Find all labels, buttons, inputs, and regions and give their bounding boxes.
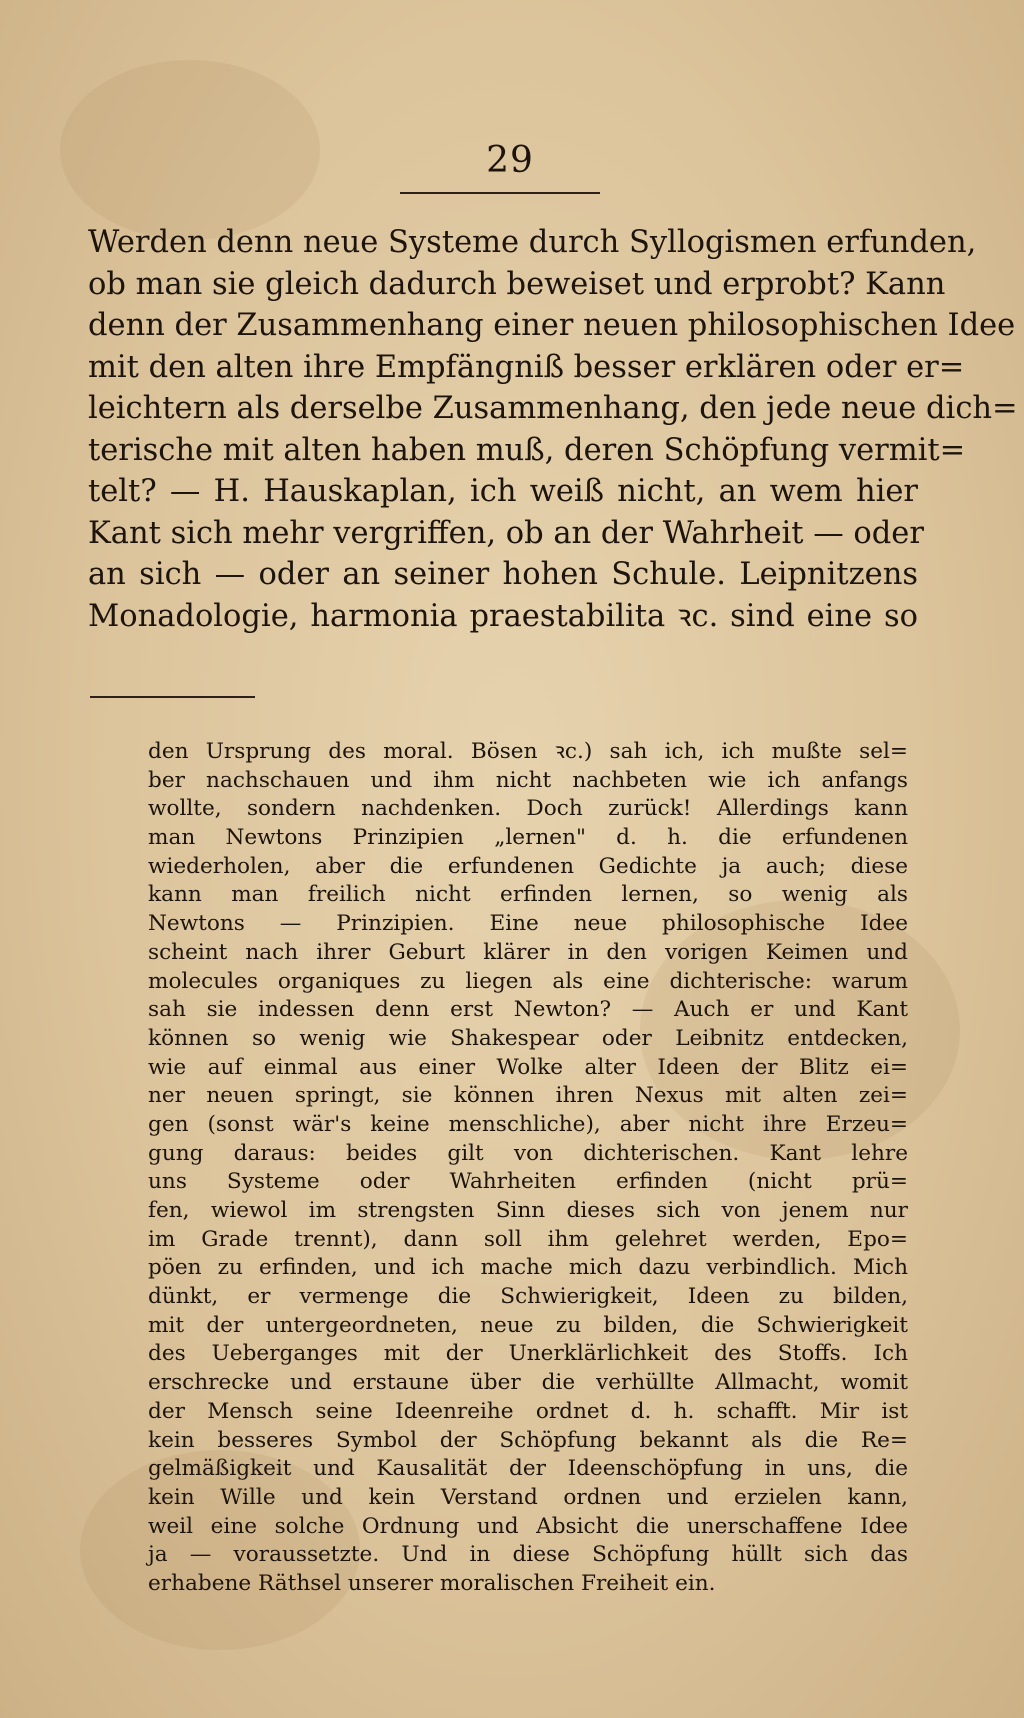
footnote-line: weil eine solche Ordnung und Absicht die unerschaffene Idee — [148, 1513, 908, 1539]
footnote-line: der Mensch seine Ideenreihe ordnet d. h. schafft. Mir ist — [148, 1398, 908, 1424]
footnote-line: wollte, sondern nachdenken. Doch zurück! Allerdings kann — [148, 796, 908, 822]
footnote-rule — [90, 696, 255, 698]
footnote-line: scheint nach ihrer Geburt klärer in den vorigen Keimen und — [148, 939, 908, 965]
footnote-line: im Grade trennt), dann soll ihm gelehret werden, Epo= — [148, 1226, 908, 1252]
text-line: leichtern als derselbe Zusammenhang, den jede neue dich= — [88, 391, 1018, 426]
footnote-line: kann man freilich nicht erfinden lernen, so wenig als — [148, 882, 908, 908]
text-line: Monadologie, harmonia praestabilita ꝛc. sind eine so — [88, 598, 918, 634]
footnote-line: den Ursprung des moral. Bösen ꝛc.) sah ich, ich mußte sel= — [148, 739, 908, 764]
text-line: telt? — H. Hauskaplan, ich weiß nicht, an wem hier — [88, 474, 918, 509]
text-line: ob man sie gleich dadurch beweiset und erprobt? Kann — [88, 266, 946, 302]
footnote-line: mit der untergeordneten, neue zu bilden, die Schwierigkeit — [148, 1312, 908, 1338]
footnote-line: wiederholen, aber die erfundenen Gedichte ja auch; diese — [148, 853, 908, 879]
footnote-line: molecules organiques zu liegen als eine dichterische: warum — [148, 968, 908, 994]
text-line: Werden denn neue Systeme durch Syllogismen erfunden, — [88, 225, 977, 260]
footnote — [148, 738, 908, 1599]
paper-stain — [60, 60, 320, 240]
main-text — [88, 222, 1018, 637]
footnote-line: kein Wille und kein Verstand ordnen und erzielen kann, — [148, 1484, 908, 1510]
text-line: mit den alten ihre Empfängniß besser erklären oder er= — [88, 349, 965, 385]
text-line: denn der Zusammenhang einer neuen philosophischen Idee — [88, 308, 1016, 343]
text-line: terische mit alten haben muß, deren Schöpfung vermit= — [88, 432, 966, 468]
footnote-line: dünkt, er vermenge die Schwierigkeit, Ideen zu bilden, — [148, 1284, 908, 1310]
footnote-line: fen, wiewol im strengsten Sinn dieses sich von jenem nur — [148, 1198, 908, 1223]
footnote-line: ja — voraussetzte. Und in diese Schöpfung hüllt sich das — [148, 1542, 908, 1568]
footnote-line: erschrecke und erstaune über die verhüllte Allmacht, womit — [148, 1370, 908, 1396]
footnote-line: wie auf einmal aus einer Wolke alter Ideen der Blitz ei= — [148, 1054, 908, 1080]
page-number: 29 — [486, 140, 534, 181]
footnote-line: kein besseres Symbol der Schöpfung bekannt als die Re= — [148, 1427, 908, 1453]
footnote-line: man Newtons Prinzipien „lernen" d. h. die erfundenen — [148, 825, 908, 851]
footnote-line: können so wenig wie Shakespear oder Leibnitz entdecken, — [148, 1025, 908, 1051]
header-rule — [400, 192, 600, 194]
footnote-line: uns Systeme oder Wahrheiten erfinden (nicht prü= — [148, 1169, 908, 1195]
text-line: an sich — oder an seiner hohen Schule. Leipnitzens — [88, 557, 918, 592]
footnote-line: ner neuen springt, sie können ihren Nexus mit alten zei= — [148, 1083, 908, 1109]
footnote-line: gen (sonst wär's keine menschliche), aber nicht ihre Erzeu= — [148, 1111, 908, 1137]
footnote-line: gelmäßigkeit und Kausalität der Ideenschöpfung in uns, die — [148, 1456, 908, 1482]
footnote-line: erhabene Räthsel unserer moralischen Freiheit ein. — [148, 1570, 716, 1596]
footnote-line: gung daraus: beides gilt von dichterischen. Kant lehre — [148, 1140, 908, 1166]
footnote-line: pöen zu erfinden, und ich mache mich dazu verbindlich. Mich — [148, 1255, 908, 1281]
footnote-line: des Ueberganges mit der Unerklärlichkeit des Stoffs. Ich — [148, 1341, 908, 1367]
footnote-line: sah sie indessen denn erst Newton? — Auch er und Kant — [148, 997, 908, 1023]
text-line: Kant sich mehr vergriffen, ob an der Wahrheit — oder — [88, 515, 924, 551]
footnote-line: Newtons — Prinzipien. Eine neue philosophische Idee — [148, 911, 908, 937]
footnote-line: ber nachschauen und ihm nicht nachbeten wie ich anfangs — [148, 767, 908, 793]
